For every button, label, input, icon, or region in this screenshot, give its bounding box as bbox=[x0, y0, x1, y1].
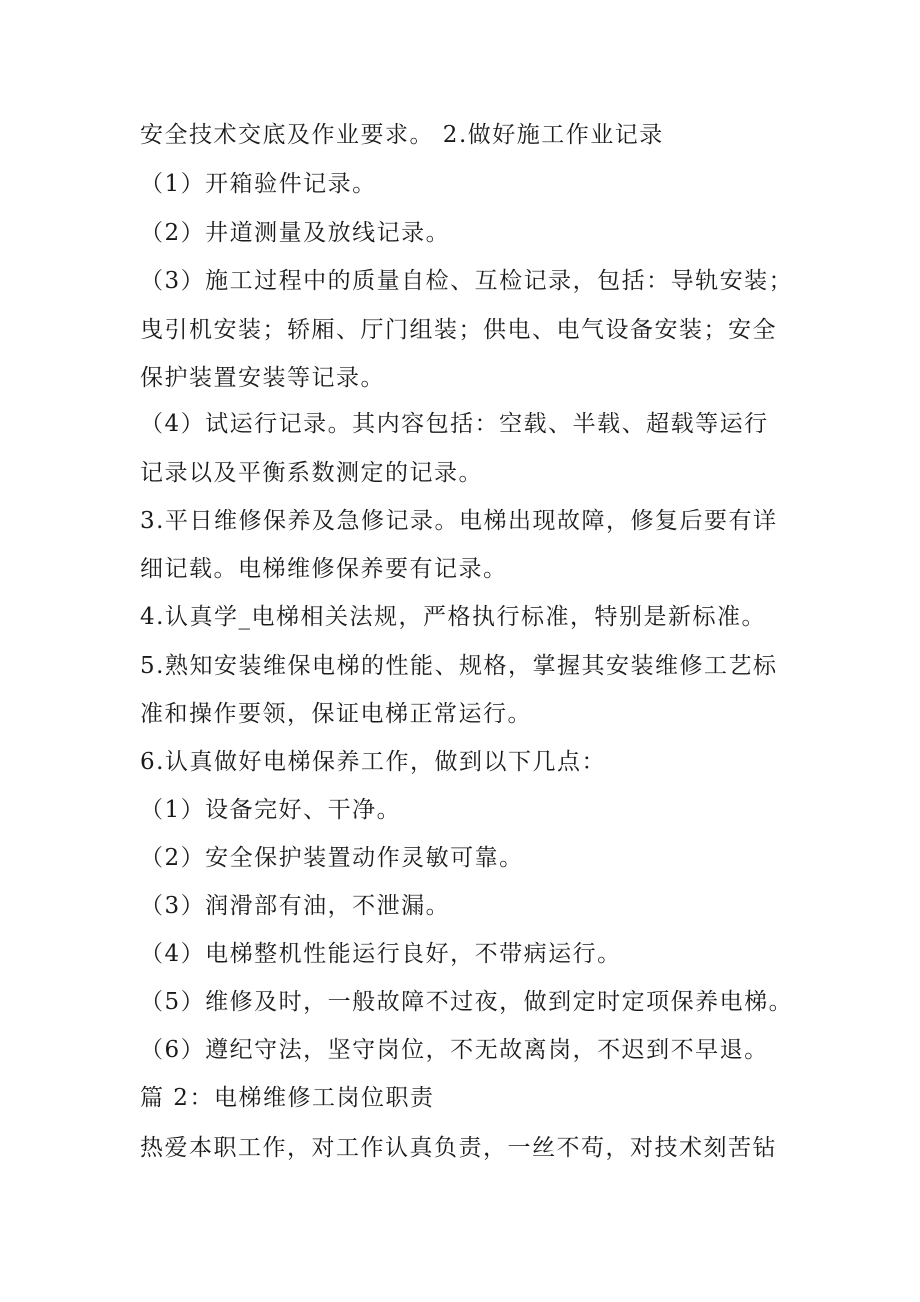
text-line: （4）试运行记录。其内容包括：空载、半载、超载等运行 bbox=[140, 411, 769, 437]
text-line: （1）设备完好、干净。 bbox=[140, 797, 402, 823]
text-line: 5.熟知安装维保电梯的性能、规格，掌握其安装维修工艺标 bbox=[140, 653, 778, 679]
text-line: （2）安全保护装置动作灵敏可靠。 bbox=[140, 845, 524, 871]
section-heading: 篇 2：电梯维修工岗位职责 bbox=[140, 1085, 435, 1111]
text-line: （5）维修及时，一般故障不过夜，做到定时定项保养电梯。 bbox=[140, 989, 794, 1015]
text-line: 6.认真做好电梯保养工作，做到以下几点： bbox=[140, 749, 606, 775]
text-line: （3）润滑部有油，不泄漏。 bbox=[140, 893, 451, 919]
text-line: 3.平日维修保养及急修记录。电梯出现故障，修复后要有详 bbox=[140, 508, 778, 534]
text-line: （4）电梯整机性能运行良好，不带病运行。 bbox=[140, 941, 622, 967]
text-line: 细记载。电梯维修保养要有记录。 bbox=[140, 556, 508, 582]
text-line: 保护装置安装等记录。 bbox=[140, 365, 385, 391]
text-line: （1）开箱验件记录。 bbox=[140, 171, 377, 197]
text-line: 安全技术交底及作业要求。 2.做好施工作业记录 bbox=[140, 122, 664, 148]
text-line: 记录以及平衡系数测定的记录。 bbox=[140, 460, 483, 486]
text-line: （3）施工过程中的质量自检、互检记录，包括：导轨安装； bbox=[140, 268, 794, 294]
text-line: 热爱本职工作，对工作认真负责，一丝不苟，对技术刻苦钻 bbox=[140, 1135, 777, 1161]
text-line: 曳引机安装；轿厢、厅门组装；供电、电气设备安装；安全 bbox=[140, 317, 777, 343]
text-line: （2）井道测量及放线记录。 bbox=[140, 220, 451, 246]
text-line: 准和操作要领，保证电梯正常运行。 bbox=[140, 701, 532, 727]
text-line: （6）遵纪守法，坚守岗位，不无故离岗，不迟到不早退。 bbox=[140, 1037, 769, 1063]
text-line: 4.认真学_电梯相关法规，严格执行标准，特别是新标准。 bbox=[140, 604, 766, 630]
